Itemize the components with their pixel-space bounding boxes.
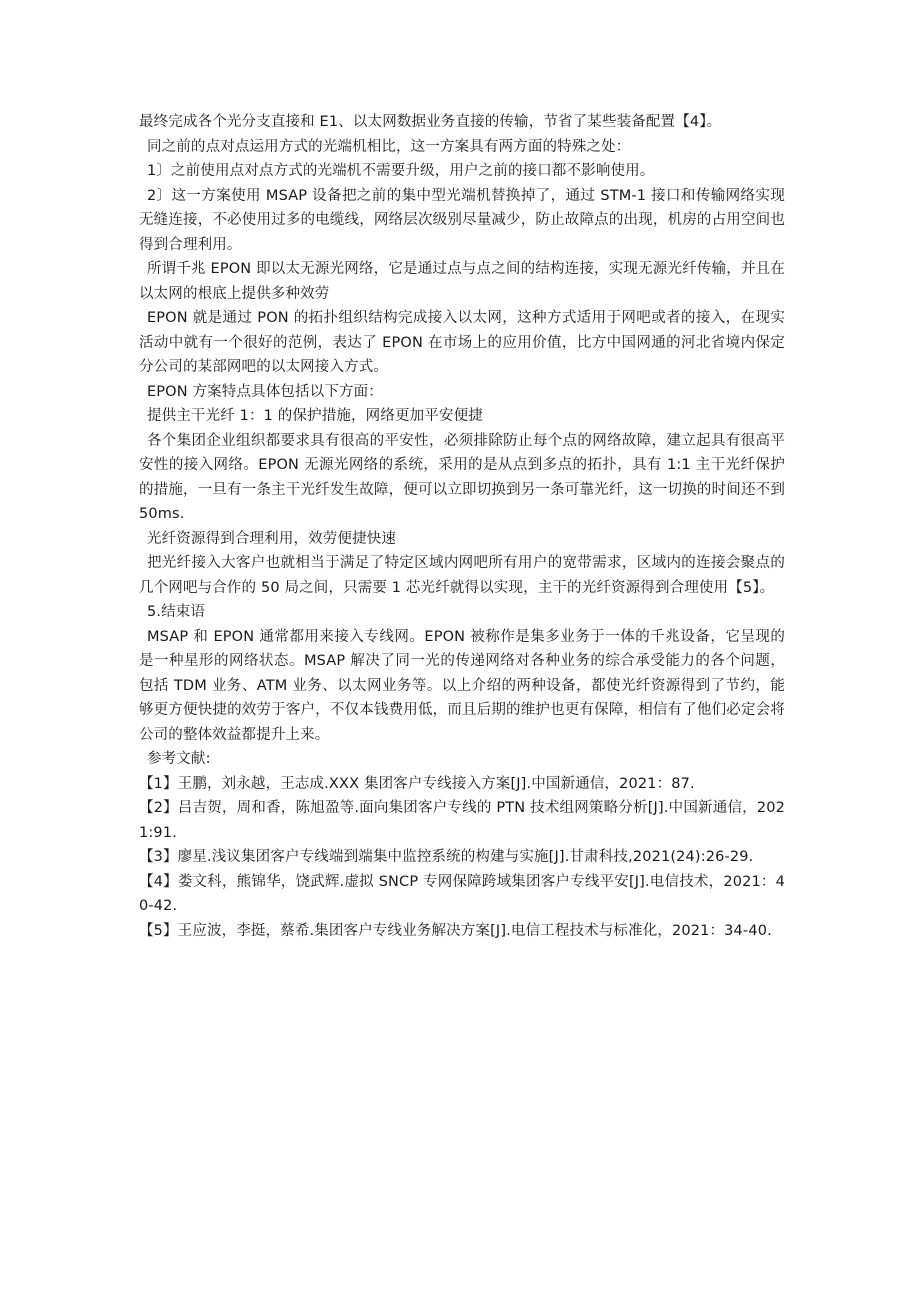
paragraph-conclusion: MSAP 和 EPON 通常都用来接入专线网。EPON 被称作是集多业务于一体的千兆设备，它呈现的是一种星形的网络状态。MSAP 解决了同一光的传递网络对各种业务的综合承受能力的各个问题，包括 TDM 业务、ATM 业务、以太网业务等。以上介绍的两种设备，都使光纤资源得到了节约，能够更方便快捷的效劳于客户，不仅本钱费用低，而且后期的维护也更有保障，相信有了他们必定会将公司的整体效益都提升上来。 xyxy=(139,628,785,743)
paragraph-3: 1〕之前使用点对点方式的光端机不需要升级，用户之前的接口都不影响使用。 xyxy=(146,163,655,179)
reference-item-4: 【4】娄文科，熊锦华，饶武辉.虚拟 SNCP 专网保障跨域集团客户专线平安[J].电信技术，2021：40-42. xyxy=(139,873,785,914)
paragraph-10: 光纤资源得到合理利用，效劳便捷快速 xyxy=(146,530,397,547)
paragraph-11: 把光纤接入大客户也就相当于满足了特定区域内网吧所有用户的宽带需求，区域内的连接会聚点的几个网吧与合作的 50 局之间，只需要 1 芯光纤就得以实现，主干的光纤资源得到合理使用【5】。 xyxy=(139,555,785,596)
reference-item-2: 【2】吕吉贺，周和香，陈旭盈等.面向集团客户专线的 PTN 技术组网策略分析[J].中国新通信，2021:91. xyxy=(139,800,785,841)
paragraph-1: 最终完成各个光分支直接和 E1、以太网数据业务直接的传输，节省了某些装备配置【4】。 xyxy=(139,114,722,130)
reference-item-3: 【3】廖星.浅议集团客户专线端到端集中监控系统的构建与实施[J].甘肃科技,2021(24):26-29. xyxy=(139,849,754,865)
paragraph-6: EPON 就是通过 PON 的拓扑组织结构完成接入以太网，这种方式适用于网吧或者的接入，在现实活动中就有一个很好的范例，表达了 EPON 在市场上的应用价值，比方中国网通的河北省境内保定分公司的某部网吧的以太网接入方式。 xyxy=(139,310,785,375)
references-heading: 参考文献: xyxy=(146,751,211,767)
reference-item-5: 【5】王应波，李挺，蔡希.集团客户专线业务解决方案[J].电信工程技术与标准化，2021：34-40. xyxy=(139,922,772,939)
section-heading-conclusion: 5.结束语 xyxy=(146,604,206,620)
paragraph-2: 同之前的点对点运用方式的光端机相比，这一方案具有两方面的特殊之处： xyxy=(146,138,631,155)
document-body xyxy=(139,110,785,943)
paragraph-4: 2〕这一方案使用 MSAP 设备把之前的集中型光端机替换掉了，通过 STM-1 接口和传输网络实现无缝连接，不必使用过多的电缆线，网络层次级别尽量减少，防止故障点的出现，机房的占用空间也得到合理利用。 xyxy=(139,187,785,253)
paragraph-9: 各个集团企业组织都要求具有很高的平安性，必须排除防止每个点的网络故障，建立起具有很高平安性的接入网络。EPON 无源光网络的系统，采用的是从点到多点的拓扑，具有 1:1 主干光纤保护的措施，一旦有一条主干光纤发生故障，便可以立即切换到另一条可靠光纤，这一切换的时间还不到 50ms. xyxy=(139,432,785,522)
paragraph-7: EPON 方案特点具体包括以下方面： xyxy=(146,383,383,400)
paragraph-8: 提供主干光纤 1：1 的保护措施，网络更加平安便捷 xyxy=(146,408,483,424)
paragraph-5: 所谓千兆 EPON 即以太无源光网络，它是通过点与点之间的结构连接，实现无源光纤传输，并且在以太网的根底上提供多种效劳 xyxy=(139,261,785,302)
reference-item-1: 【1】王鹏，刘永越，王志成.XXX 集团客户专线接入方案[J].中国新通信，2021：87. xyxy=(139,775,695,792)
